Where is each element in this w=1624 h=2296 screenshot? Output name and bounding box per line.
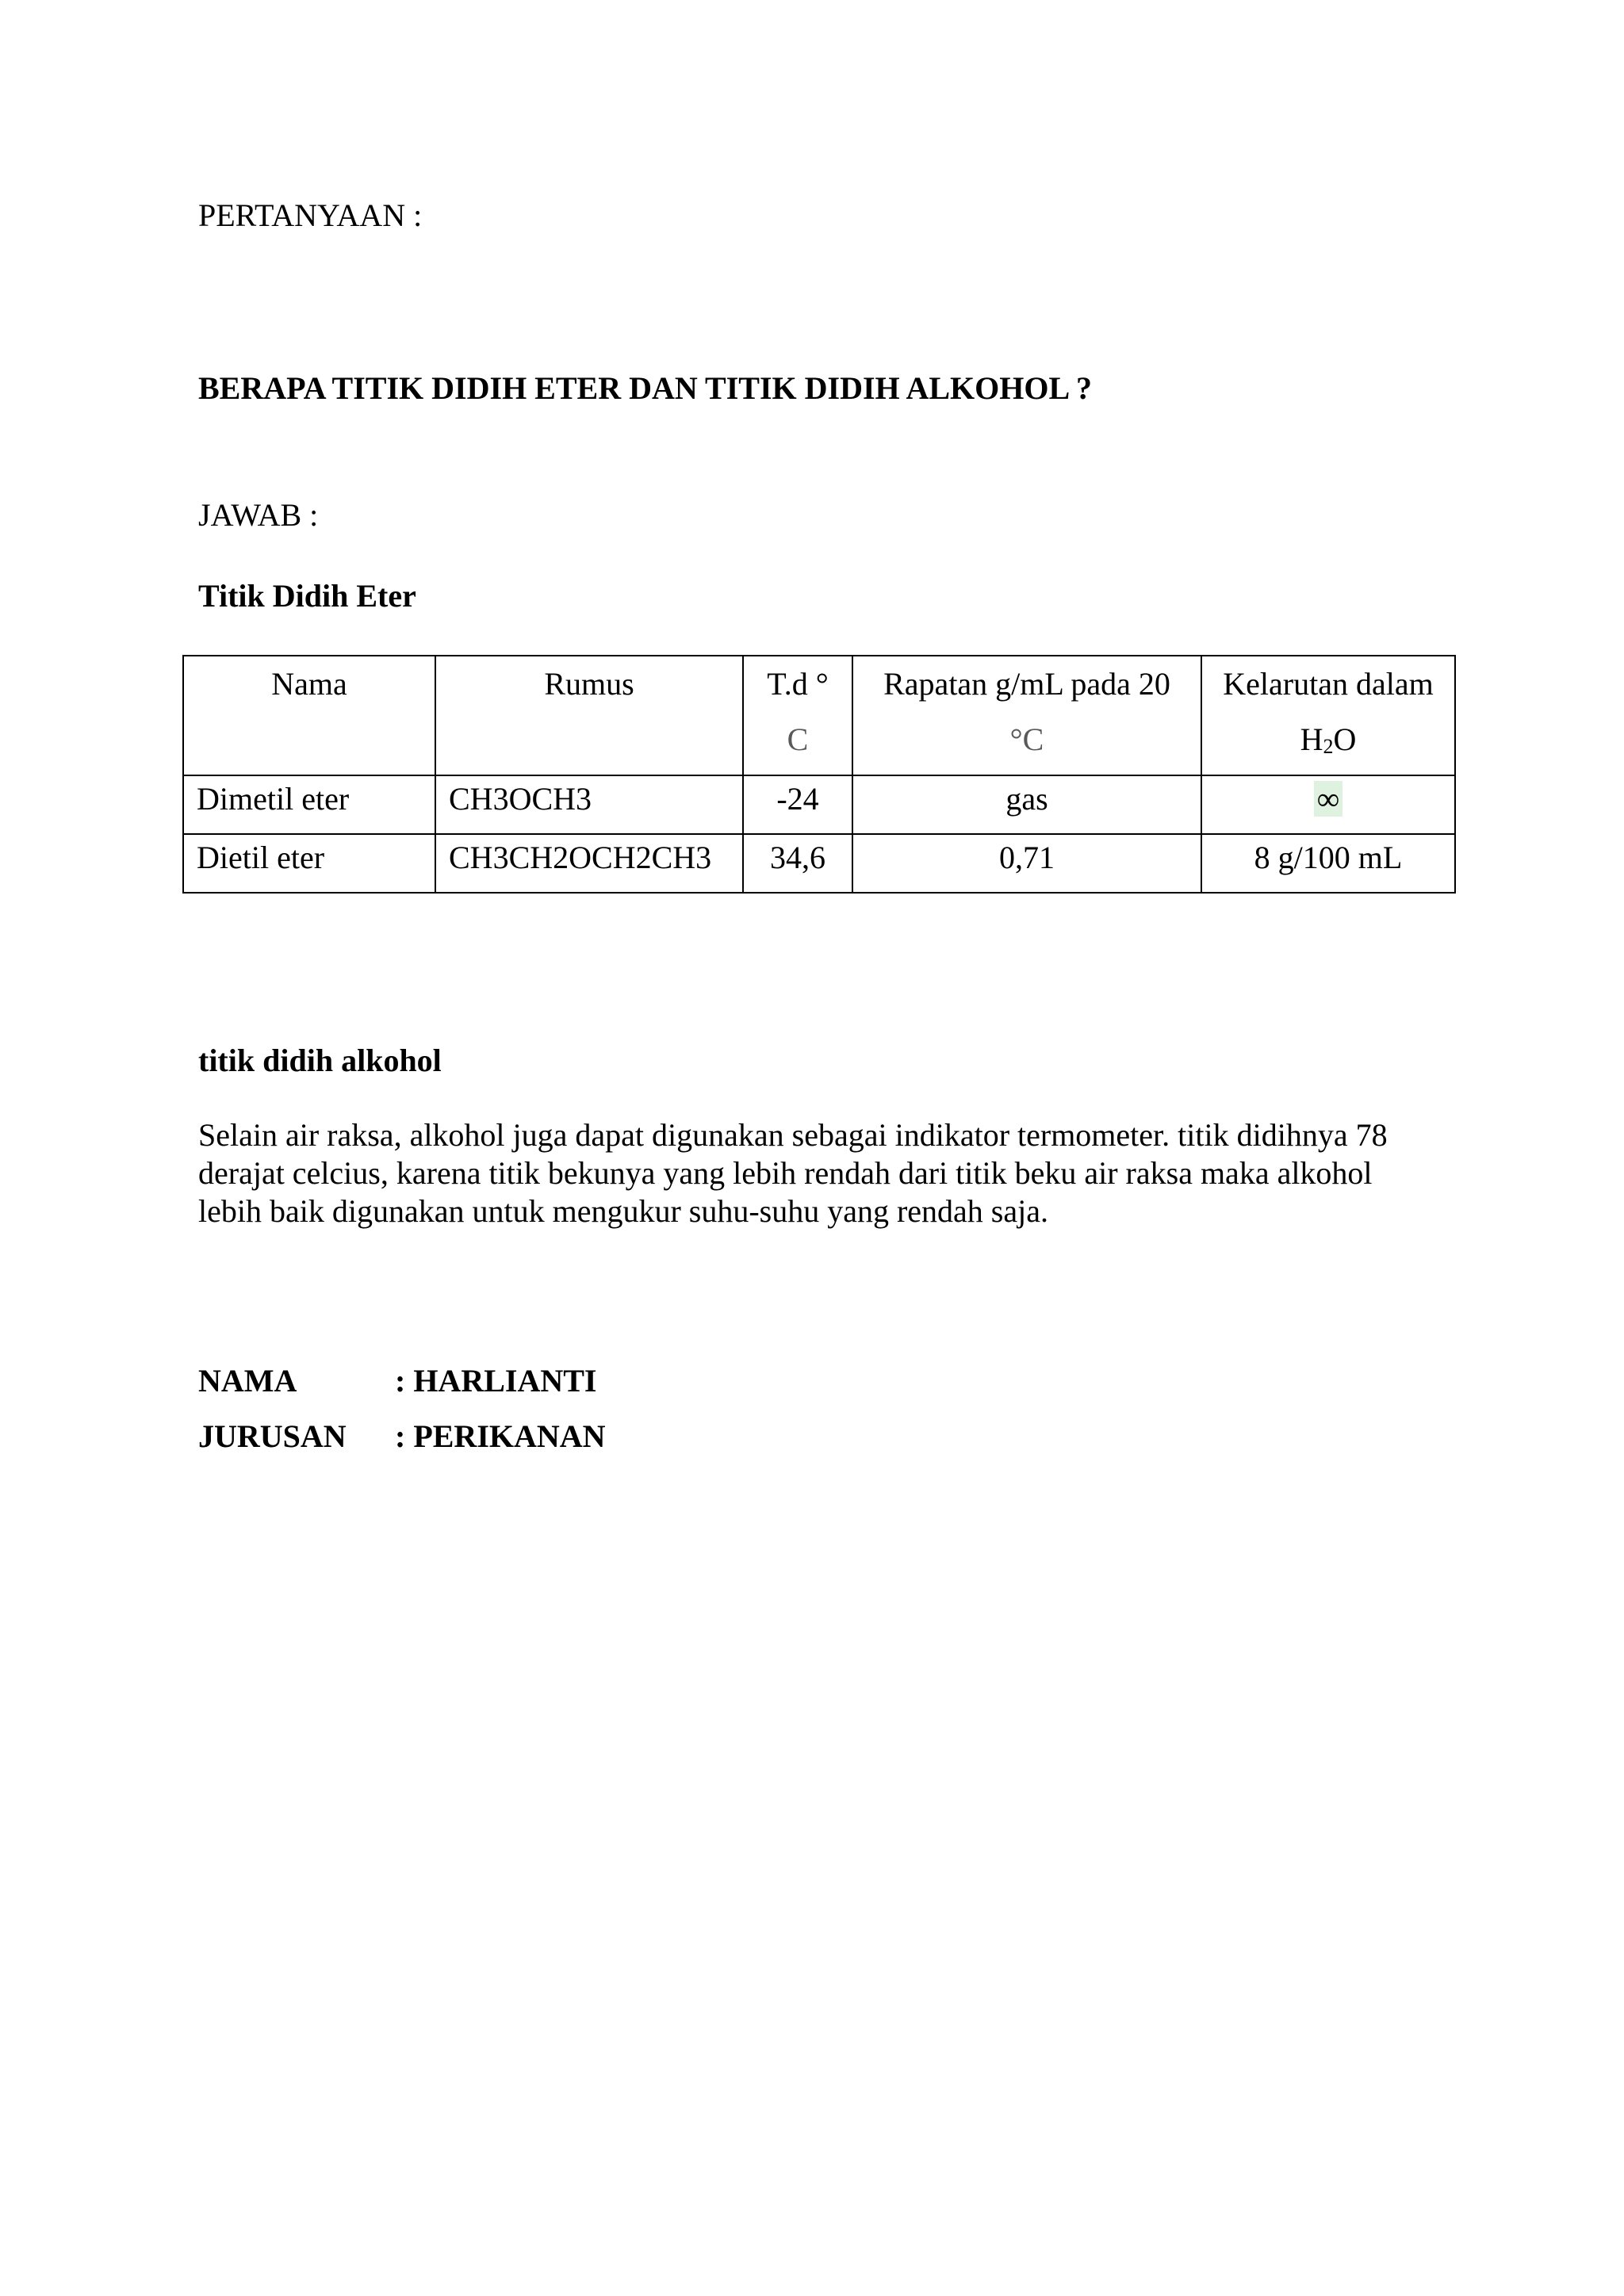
cell-rumus: CH3CH2OCH2CH3 [435, 834, 743, 893]
department-value: : PERIKANAN [395, 1418, 606, 1454]
cell-rumus: CH3OCH3 [435, 775, 743, 834]
paragraph-line: Selain air raksa, alkohol juga dapat digunakan sebagai indikator termometer. titik didihnya 78 [198, 1117, 1388, 1153]
cell-density: 0,71 [852, 834, 1201, 893]
header-density-unit: °C [1009, 721, 1044, 757]
header-solubility-h2o: $H_2O$ [1300, 721, 1357, 758]
cell-density: gas [852, 775, 1201, 834]
student-department-row [198, 1418, 606, 1456]
cell-td: -24 [743, 775, 852, 834]
department-label: JURUSAN [198, 1418, 347, 1454]
question-text: BERAPA TITIK DIDIH ETER DAN TITIK DIDIH ALKOHOL ? [198, 370, 1092, 406]
header-boiling-point [743, 656, 852, 775]
header-solubility-line1: Kelarutan dalam [1223, 666, 1434, 702]
table-row [183, 834, 1455, 893]
table-row [183, 775, 1455, 834]
ether-section-title: Titik Didih Eter [198, 578, 416, 614]
infinity-symbol: ∞ [1314, 781, 1343, 817]
cell-nama: Dimetil eter [183, 775, 435, 834]
header-td-unit: C [787, 721, 809, 757]
header-solubility [1201, 656, 1455, 775]
cell-nama: Dietil eter [183, 834, 435, 893]
paragraph-line: lebih baik digunakan untuk mengukur suhu-suhu yang rendah saja. [198, 1193, 1048, 1229]
question-label: PERTANYAAN : [198, 197, 423, 233]
header-td-line1: T.d ° [767, 666, 829, 702]
cell-td: 34,6 [743, 834, 852, 893]
answer-label: JAWAB : [198, 497, 319, 533]
name-label: NAMA [198, 1363, 297, 1399]
header-nama: Nama [183, 656, 435, 775]
table-header-row [183, 656, 1455, 775]
student-name-row [198, 1362, 596, 1400]
alcohol-section-title: titik didih alkohol [198, 1043, 442, 1078]
cell-solubility [1201, 775, 1455, 834]
alcohol-paragraph [198, 1116, 1483, 1230]
header-density [852, 656, 1201, 775]
name-value: : HARLIANTI [395, 1363, 597, 1399]
header-rumus: Rumus [435, 656, 743, 775]
cell-solubility: 8 g/100 mL [1201, 834, 1455, 893]
paragraph-line: derajat celcius, karena titik bekunya yang lebih rendah dari titik beku air raksa maka alkohol [198, 1155, 1373, 1191]
ether-boiling-point-table [182, 655, 1456, 894]
header-density-line1: Rapatan g/mL pada 20 [883, 666, 1170, 702]
